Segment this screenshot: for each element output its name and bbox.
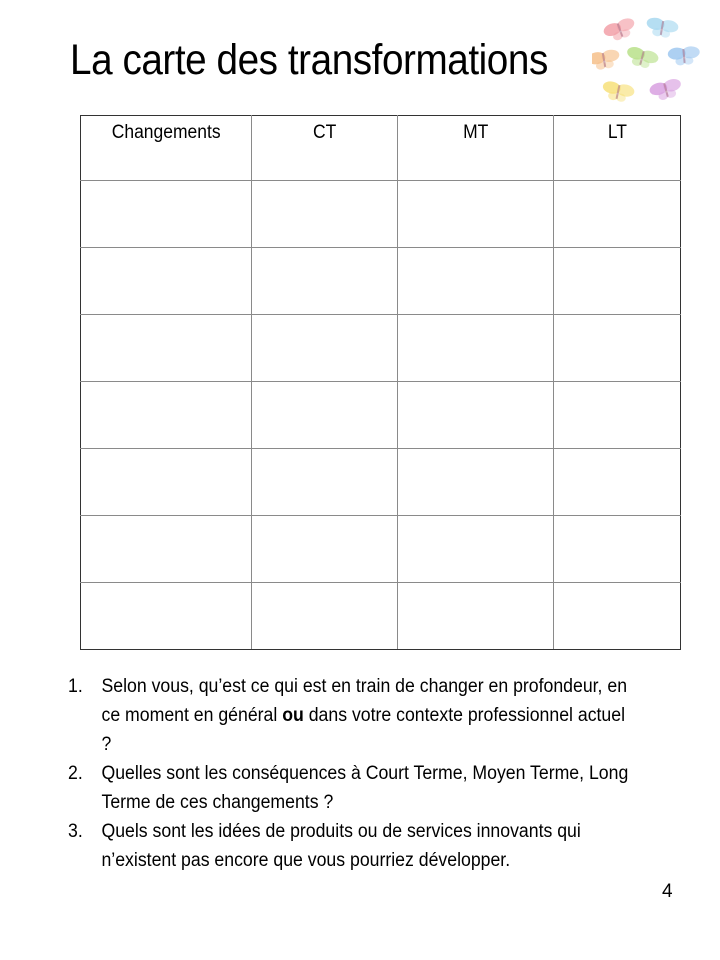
ct-cell[interactable] — [252, 181, 398, 248]
mt-cell[interactable] — [398, 516, 554, 583]
table-row — [81, 382, 681, 449]
mt-cell[interactable] — [398, 315, 554, 382]
column-header-ct: CT — [252, 116, 398, 181]
transformation-grid — [80, 115, 681, 650]
butterflies-icon — [592, 16, 716, 108]
question-item — [68, 817, 635, 875]
lt-cell[interactable] — [554, 583, 681, 650]
ct-cell[interactable] — [252, 583, 398, 650]
mt-cell[interactable] — [398, 449, 554, 516]
table-row — [81, 516, 681, 583]
question-emphasis: ou — [282, 705, 304, 726]
lt-cell[interactable] — [554, 516, 681, 583]
column-header-changements: Changements — [81, 116, 252, 181]
table-row — [81, 583, 681, 650]
question-item — [68, 672, 635, 759]
changement-cell[interactable] — [81, 583, 252, 650]
changement-cell[interactable] — [81, 382, 252, 449]
butterfly-icon — [592, 48, 621, 71]
ct-cell[interactable] — [252, 516, 398, 583]
butterfly-icon — [602, 16, 638, 44]
lt-cell[interactable] — [554, 248, 681, 315]
lt-cell[interactable] — [554, 315, 681, 382]
table-row — [81, 248, 681, 315]
lt-cell[interactable] — [554, 181, 681, 248]
changement-cell[interactable] — [81, 516, 252, 583]
lt-cell[interactable] — [554, 449, 681, 516]
changement-cell[interactable] — [81, 449, 252, 516]
table-header-row — [81, 116, 681, 181]
butterfly-icon — [667, 46, 700, 67]
changement-cell[interactable] — [81, 248, 252, 315]
mt-cell[interactable] — [398, 382, 554, 449]
butterfly-icon — [624, 45, 660, 71]
column-header-mt: MT — [398, 116, 554, 181]
question-number: 3. — [68, 821, 83, 842]
mt-cell[interactable] — [398, 181, 554, 248]
ct-cell[interactable] — [252, 382, 398, 449]
column-header-lt: LT — [554, 116, 681, 181]
question-text: Quels sont les idées de produits ou de services innovants qui n’existent pas encore que vous pourriez développer. — [101, 821, 581, 871]
question-text: Quelles sont les conséquences à Court Terme, Moyen Terme, Long Terme de ces changements ? — [101, 763, 629, 813]
changement-cell[interactable] — [81, 315, 252, 382]
questions-list — [68, 672, 678, 875]
lt-cell[interactable] — [554, 382, 681, 449]
butterfly-icon — [648, 77, 684, 103]
question-number: 2. — [68, 763, 83, 784]
question-item — [68, 759, 635, 817]
question-text: dans votre contexte professionnel actuel ? — [101, 705, 626, 755]
butterfly-icon — [645, 16, 680, 39]
page-title: La carte des transformations — [70, 36, 548, 84]
question-text: Selon vous, qu’est ce qui est en train de changer en profondeur, en ce moment en général — [101, 676, 628, 726]
ct-cell[interactable] — [252, 449, 398, 516]
ct-cell[interactable] — [252, 248, 398, 315]
question-number: 1. — [68, 676, 83, 697]
table-row — [81, 181, 681, 248]
table-row — [81, 315, 681, 382]
ct-cell[interactable] — [252, 315, 398, 382]
changement-cell[interactable] — [81, 181, 252, 248]
page-number: 4 — [662, 881, 673, 902]
mt-cell[interactable] — [398, 583, 554, 650]
table-row — [81, 449, 681, 516]
mt-cell[interactable] — [398, 248, 554, 315]
butterfly-icon — [600, 80, 635, 104]
